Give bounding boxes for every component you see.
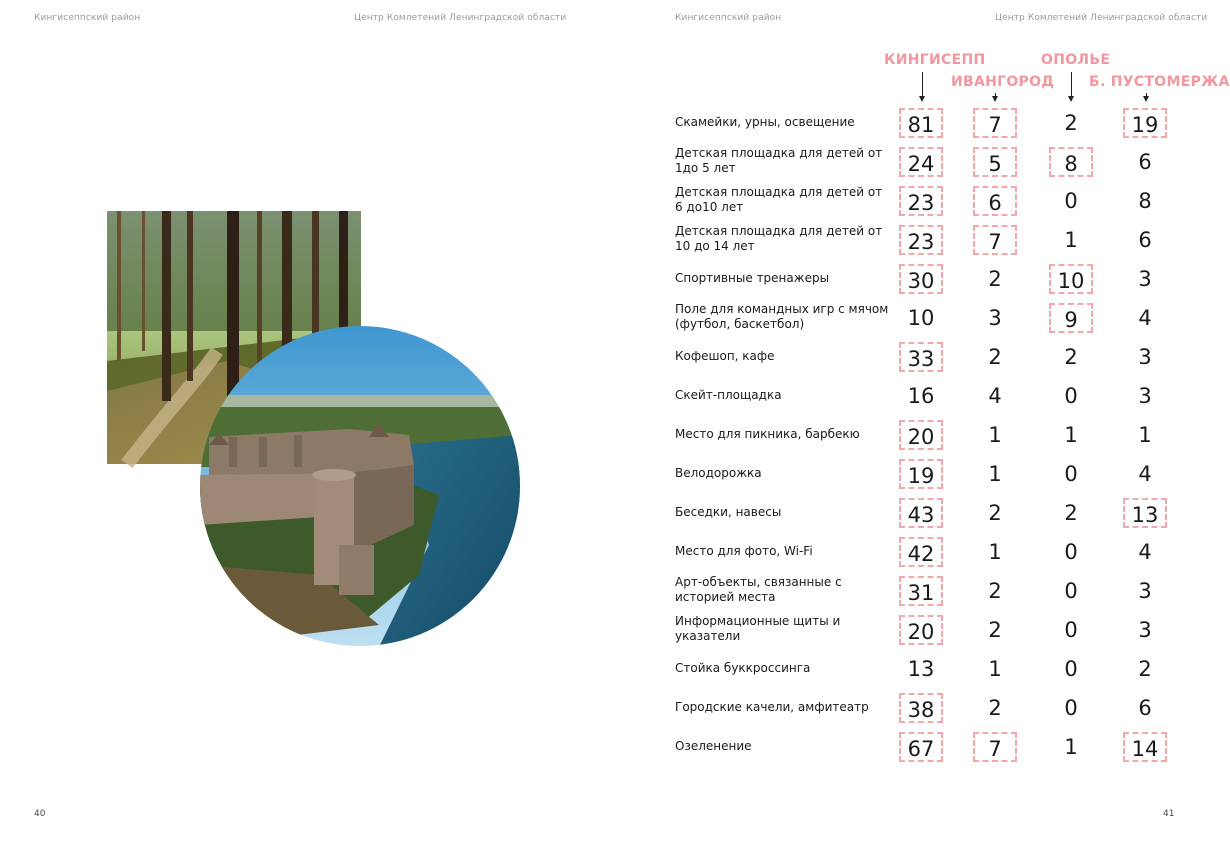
value-cell-kingisepp: 67 [899,732,943,762]
value-cell-ivangorod: 2 [988,579,1002,603]
value-cell-kingisepp: 20 [899,615,943,645]
column-header-kingisepp: КИНГИСЕПП [884,52,986,68]
value-cell-opolye: 0 [1064,696,1078,720]
value-cell-pustomerzha: 13 [1123,498,1167,528]
value-cell-pustomerzha: 4 [1138,306,1152,330]
right-page-header: Кингисеппский район [675,13,782,23]
value-cell-opolye: 9 [1049,303,1093,333]
value-cell-kingisepp: 31 [899,576,943,606]
row-label: Городские качели, амфитеатр [675,699,869,714]
value-cell-pustomerzha: 2 [1138,657,1152,681]
right-page-number: 41 [1163,809,1175,819]
value-cell-ivangorod: 6 [973,186,1017,216]
value-cell-opolye: 1 [1064,423,1078,447]
value-cell-pustomerzha: 4 [1138,540,1152,564]
value-cell-opolye: 2 [1064,501,1078,525]
right-page-header-center: Центр Комлетений Ленинградской области [995,13,1208,23]
value-cell-opolye: 2 [1064,111,1078,135]
arrow-down-icon [1146,93,1147,100]
row-label: Кофешоп, кафе [675,348,775,363]
value-cell-ivangorod: 2 [988,345,1002,369]
value-cell-opolye: 0 [1064,384,1078,408]
row-label: Поле для командных игр с мячом (футбол, баскетбол) [675,302,889,331]
column-header-ivangorod: ИВАНГОРОД [951,74,1055,90]
value-cell-pustomerzha: 6 [1138,228,1152,252]
column-header-opolye: ОПОЛЬЕ [1041,52,1111,68]
row-label: Место для фото, Wi-Fi [675,543,813,558]
value-cell-pustomerzha: 8 [1138,189,1152,213]
value-cell-ivangorod: 5 [973,147,1017,177]
left-page-header-center: Центр Комлетений Ленинградской области [354,13,567,23]
fortress-photo [199,325,521,647]
value-cell-pustomerzha: 3 [1138,618,1152,642]
value-cell-pustomerzha: 3 [1138,384,1152,408]
value-cell-pustomerzha: 19 [1123,108,1167,138]
value-cell-kingisepp: 38 [899,693,943,723]
value-cell-pustomerzha: 6 [1138,696,1152,720]
value-cell-opolye: 0 [1064,579,1078,603]
value-cell-opolye: 0 [1064,540,1078,564]
value-cell-ivangorod: 2 [988,267,1002,291]
value-cell-ivangorod: 7 [973,108,1017,138]
row-label: Арт-объекты, связанные с историей места [675,575,842,604]
value-cell-pustomerzha: 3 [1138,579,1152,603]
row-label: Детская площадка для детей от 1до 5 лет [675,146,883,175]
row-label: Стойка буккроссинга [675,660,811,675]
row-label: Беседки, навесы [675,504,782,519]
value-cell-opolye: 0 [1064,462,1078,486]
row-label: Озеленение [675,738,752,753]
value-cell-pustomerzha: 3 [1138,267,1152,291]
value-cell-pustomerzha: 6 [1138,150,1152,174]
value-cell-opolye: 10 [1049,264,1093,294]
arrow-down-icon [922,72,923,100]
value-cell-kingisepp: 43 [899,498,943,528]
value-cell-opolye: 8 [1049,147,1093,177]
value-cell-ivangorod: 7 [973,225,1017,255]
value-cell-kingisepp: 20 [899,420,943,450]
row-label: Скейт-площадка [675,387,782,402]
value-cell-pustomerzha: 3 [1138,345,1152,369]
value-cell-ivangorod: 2 [988,696,1002,720]
value-cell-ivangorod: 1 [988,540,1002,564]
value-cell-ivangorod: 1 [988,462,1002,486]
value-cell-kingisepp: 30 [899,264,943,294]
row-label: Место для пикника, барбекю [675,426,860,441]
value-cell-kingisepp: 10 [907,306,935,330]
left-page-header: Кингисеппский район [34,13,141,23]
value-cell-kingisepp: 42 [899,537,943,567]
value-cell-kingisepp: 13 [907,657,935,681]
value-cell-opolye: 1 [1064,735,1078,759]
value-cell-kingisepp: 19 [899,459,943,489]
value-cell-opolye: 0 [1064,618,1078,642]
value-cell-ivangorod: 3 [988,306,1002,330]
value-cell-ivangorod: 1 [988,423,1002,447]
value-cell-pustomerzha: 1 [1138,423,1152,447]
value-cell-opolye: 1 [1064,228,1078,252]
value-cell-pustomerzha: 14 [1123,732,1167,762]
row-label: Информационные щиты и указатели [675,614,841,643]
value-cell-kingisepp: 23 [899,225,943,255]
column-header-pustomerzha: Б. ПУСТОМЕРЖА [1089,74,1230,90]
value-cell-ivangorod: 1 [988,657,1002,681]
value-cell-ivangorod: 4 [988,384,1002,408]
arrow-down-icon [1071,72,1072,100]
value-cell-kingisepp: 24 [899,147,943,177]
row-label: Детская площадка для детей от 6 до10 лет [675,185,883,214]
value-cell-opolye: 0 [1064,657,1078,681]
row-label: Детская площадка для детей от 10 до 14 лет [675,224,883,253]
value-cell-opolye: 0 [1064,189,1078,213]
arrow-down-icon [995,93,996,100]
value-cell-kingisepp: 33 [899,342,943,372]
row-label: Спортивные тренажеры [675,270,830,285]
value-cell-kingisepp: 23 [899,186,943,216]
value-cell-kingisepp: 16 [907,384,935,408]
value-cell-ivangorod: 2 [988,501,1002,525]
value-cell-pustomerzha: 4 [1138,462,1152,486]
row-label: Скамейки, урны, освещение [675,114,855,129]
left-page-number: 40 [34,809,46,819]
value-cell-ivangorod: 2 [988,618,1002,642]
value-cell-ivangorod: 7 [973,732,1017,762]
value-cell-kingisepp: 81 [899,108,943,138]
row-label: Велодорожка [675,465,762,480]
value-cell-opolye: 2 [1064,345,1078,369]
